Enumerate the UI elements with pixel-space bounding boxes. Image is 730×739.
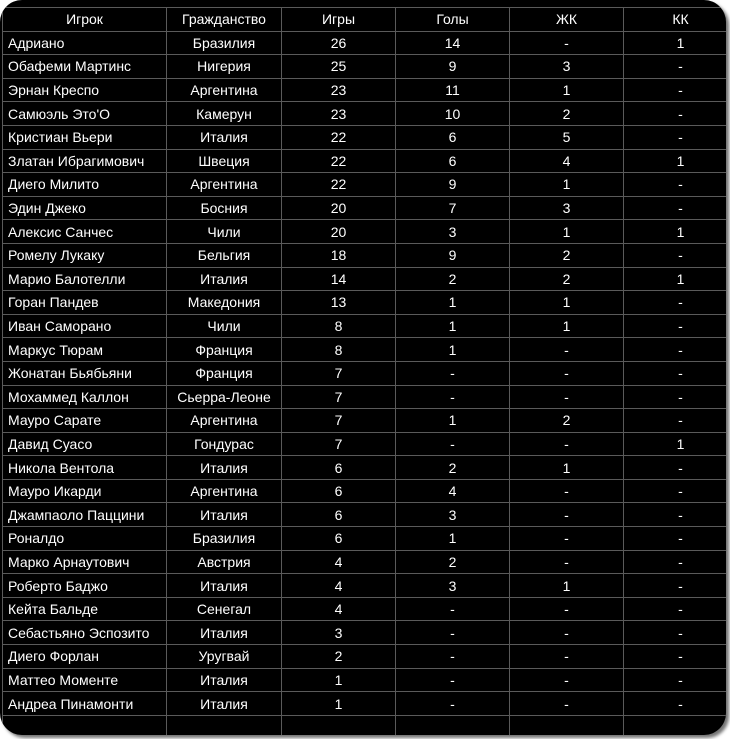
cell-games: 6 [282, 527, 396, 551]
cell-yellow-cards: - [510, 668, 624, 692]
cell-goals: 3 [396, 503, 510, 527]
cell-yellow-cards: - [510, 385, 624, 409]
table-row [3, 338, 727, 362]
header-citizenship: Гражданство [167, 8, 282, 32]
cell-goals: 1 [396, 338, 510, 362]
cell-citizenship: Италия [167, 621, 282, 645]
cell-citizenship: Камерун [167, 102, 282, 126]
cell-games: 7 [282, 432, 396, 456]
cell-games [282, 715, 396, 735]
cell-goals: 7 [396, 196, 510, 220]
cell-red-cards: - [624, 527, 727, 551]
cell-yellow-cards: - [510, 479, 624, 503]
cell-red-cards: - [624, 338, 727, 362]
table-row [3, 621, 727, 645]
cell-goals: 1 [396, 527, 510, 551]
table-row [3, 385, 727, 409]
cell-citizenship: Италия [167, 503, 282, 527]
cell-yellow-cards: 5 [510, 125, 624, 149]
cell-yellow-cards: 1 [510, 314, 624, 338]
cell-games: 23 [282, 78, 396, 102]
cell-games: 6 [282, 479, 396, 503]
cell-player-name: Диего Форлан [3, 645, 167, 669]
table-row [3, 125, 727, 149]
cell-red-cards: - [624, 125, 727, 149]
cell-goals: - [396, 385, 510, 409]
cell-red-cards: - [624, 692, 727, 716]
cell-player-name: Маркус Тюрам [3, 338, 167, 362]
cell-goals: 1 [396, 314, 510, 338]
cell-player-name: Марио Балотелли [3, 267, 167, 291]
cell-yellow-cards: 1 [510, 291, 624, 315]
cell-red-cards: - [624, 597, 727, 621]
cell-yellow-cards: - [510, 338, 624, 362]
cell-player-name: Самюэль Это'О [3, 102, 167, 126]
table-row [3, 361, 727, 385]
table-row [3, 574, 727, 598]
cell-games: 7 [282, 361, 396, 385]
cell-player-name: Обафеми Мартинс [3, 55, 167, 79]
cell-yellow-cards: - [510, 692, 624, 716]
cell-red-cards: - [624, 456, 727, 480]
cell-games: 8 [282, 314, 396, 338]
cell-red-cards: - [624, 385, 727, 409]
cell-games: 1 [282, 692, 396, 716]
table-row [3, 456, 727, 480]
table-row [3, 149, 727, 173]
cell-games: 4 [282, 574, 396, 598]
cell-games: 3 [282, 621, 396, 645]
cell-goals: 6 [396, 125, 510, 149]
cell-citizenship: Босния [167, 196, 282, 220]
cell-player-name: Эрнан Креспо [3, 78, 167, 102]
cell-yellow-cards: - [510, 645, 624, 669]
cell-player-name: Эдин Джеко [3, 196, 167, 220]
cell-games: 20 [282, 220, 396, 244]
cell-goals: 9 [396, 173, 510, 197]
cell-red-cards: 1 [624, 220, 727, 244]
cell-player-name: Роберто Баджо [3, 574, 167, 598]
table-row [3, 503, 727, 527]
cell-yellow-cards: 1 [510, 220, 624, 244]
table-row [3, 550, 727, 574]
cell-player-name: Горан Пандев [3, 291, 167, 315]
cell-goals: 9 [396, 243, 510, 267]
cell-citizenship: Аргентина [167, 78, 282, 102]
cell-yellow-cards: 1 [510, 78, 624, 102]
cell-citizenship: Аргентина [167, 479, 282, 503]
cell-player-name: Давид Суасо [3, 432, 167, 456]
table-body [3, 31, 727, 735]
cell-red-cards: 1 [624, 267, 727, 291]
cell-player-name: Жонатан Бьябьяни [3, 361, 167, 385]
cell-games: 7 [282, 409, 396, 433]
cell-citizenship: Италия [167, 456, 282, 480]
cell-games: 22 [282, 149, 396, 173]
cell-red-cards: - [624, 621, 727, 645]
cell-games: 8 [282, 338, 396, 362]
cell-player-name: Адриано [3, 31, 167, 55]
cell-red-cards: - [624, 409, 727, 433]
cell-player-name: Марко Арнаутович [3, 550, 167, 574]
cell-goals: 3 [396, 220, 510, 244]
table-row [3, 31, 727, 55]
table-row [3, 692, 727, 716]
cell-yellow-cards: - [510, 527, 624, 551]
cell-games: 23 [282, 102, 396, 126]
cell-player-name: Мауро Икарди [3, 479, 167, 503]
cell-games: 6 [282, 456, 396, 480]
cell-games: 22 [282, 173, 396, 197]
cell-goals: 3 [396, 574, 510, 598]
cell-goals: 1 [396, 409, 510, 433]
cell-red-cards [624, 715, 727, 735]
cell-yellow-cards: - [510, 361, 624, 385]
cell-red-cards: 1 [624, 432, 727, 456]
cell-citizenship: Аргентина [167, 409, 282, 433]
cell-games: 4 [282, 597, 396, 621]
cell-yellow-cards: - [510, 503, 624, 527]
cell-red-cards: - [624, 102, 727, 126]
table-row [3, 220, 727, 244]
cell-games: 13 [282, 291, 396, 315]
cell-goals: - [396, 597, 510, 621]
cell-red-cards: - [624, 314, 727, 338]
cell-red-cards: - [624, 479, 727, 503]
cell-yellow-cards: 2 [510, 267, 624, 291]
cell-red-cards: 1 [624, 149, 727, 173]
cell-citizenship: Нигерия [167, 55, 282, 79]
cell-yellow-cards: 3 [510, 196, 624, 220]
cell-games: 22 [282, 125, 396, 149]
cell-yellow-cards: 1 [510, 574, 624, 598]
cell-red-cards: - [624, 668, 727, 692]
cell-goals: 6 [396, 149, 510, 173]
cell-player-name: Маттео Моменте [3, 668, 167, 692]
cell-citizenship: Франция [167, 361, 282, 385]
cell-yellow-cards: - [510, 621, 624, 645]
cell-yellow-cards: 3 [510, 55, 624, 79]
table-row [3, 173, 727, 197]
cell-red-cards: - [624, 550, 727, 574]
cell-goals: 10 [396, 102, 510, 126]
cell-player-name: Мохаммед Каллон [3, 385, 167, 409]
cell-citizenship: Италия [167, 125, 282, 149]
table-row [3, 597, 727, 621]
cell-yellow-cards: - [510, 432, 624, 456]
cell-goals: 2 [396, 456, 510, 480]
cell-citizenship: Сенегал [167, 597, 282, 621]
cell-games: 1 [282, 668, 396, 692]
player-stats-table [2, 7, 726, 735]
cell-citizenship: Италия [167, 267, 282, 291]
cell-games: 2 [282, 645, 396, 669]
cell-player-name: Никола Вентола [3, 456, 167, 480]
cell-yellow-cards: 1 [510, 173, 624, 197]
cell-citizenship: Аргентина [167, 173, 282, 197]
cell-citizenship: Франция [167, 338, 282, 362]
table-row [3, 668, 727, 692]
cell-red-cards: - [624, 243, 727, 267]
cell-games: 4 [282, 550, 396, 574]
header-goals: Голы [396, 8, 510, 32]
table-row [3, 55, 727, 79]
cell-citizenship: Швеция [167, 149, 282, 173]
header-row [3, 8, 727, 32]
cell-player-name: Алексис Санчес [3, 220, 167, 244]
header-player: Игрок [3, 8, 167, 32]
cell-red-cards: - [624, 503, 727, 527]
cell-goals: 14 [396, 31, 510, 55]
cell-player-name: Златан Ибрагимович [3, 149, 167, 173]
cell-player-name: Кристиан Вьери [3, 125, 167, 149]
cell-citizenship: Бельгия [167, 243, 282, 267]
cell-goals: - [396, 432, 510, 456]
cell-citizenship: Бразилия [167, 527, 282, 551]
table-row [3, 196, 727, 220]
table-row [3, 267, 727, 291]
cell-red-cards: - [624, 55, 727, 79]
cell-player-name [3, 715, 167, 735]
cell-citizenship: Сьерра-Леоне [167, 385, 282, 409]
table-row [3, 527, 727, 551]
cell-player-name: Диего Милито [3, 173, 167, 197]
cell-games: 26 [282, 31, 396, 55]
cell-red-cards: - [624, 574, 727, 598]
cell-goals: 2 [396, 267, 510, 291]
table-row [3, 645, 727, 669]
cell-citizenship [167, 715, 282, 735]
table-row [3, 243, 727, 267]
cell-games: 6 [282, 503, 396, 527]
cell-goals [396, 715, 510, 735]
cell-yellow-cards: - [510, 597, 624, 621]
cell-citizenship: Чили [167, 314, 282, 338]
cell-citizenship: Италия [167, 574, 282, 598]
table-row [3, 291, 727, 315]
header-red-cards: КК [624, 8, 727, 32]
cell-yellow-cards [510, 715, 624, 735]
cell-player-name: Ромелу Лукаку [3, 243, 167, 267]
cell-citizenship: Чили [167, 220, 282, 244]
table-row [3, 715, 727, 735]
cell-games: 14 [282, 267, 396, 291]
cell-red-cards: - [624, 361, 727, 385]
header-yellow-cards: ЖК [510, 8, 624, 32]
cell-yellow-cards: 2 [510, 243, 624, 267]
cell-red-cards: - [624, 173, 727, 197]
cell-citizenship: Бразилия [167, 31, 282, 55]
cell-goals: 1 [396, 291, 510, 315]
cell-goals: 9 [396, 55, 510, 79]
cell-goals: 2 [396, 550, 510, 574]
table-row [3, 479, 727, 503]
cell-player-name: Кейта Бальде [3, 597, 167, 621]
cell-goals: 4 [396, 479, 510, 503]
table-row [3, 432, 727, 456]
cell-yellow-cards: 2 [510, 102, 624, 126]
cell-red-cards: - [624, 196, 727, 220]
cell-player-name: Мауро Сарате [3, 409, 167, 433]
cell-yellow-cards: 2 [510, 409, 624, 433]
cell-goals: - [396, 692, 510, 716]
cell-citizenship: Австрия [167, 550, 282, 574]
cell-goals: - [396, 668, 510, 692]
cell-goals: 11 [396, 78, 510, 102]
cell-games: 20 [282, 196, 396, 220]
cell-citizenship: Македония [167, 291, 282, 315]
cell-player-name: Джампаоло Паццини [3, 503, 167, 527]
cell-red-cards: - [624, 291, 727, 315]
header-games: Игры [282, 8, 396, 32]
table-row [3, 314, 727, 338]
cell-citizenship: Италия [167, 692, 282, 716]
cell-yellow-cards: 1 [510, 456, 624, 480]
cell-games: 7 [282, 385, 396, 409]
cell-goals: - [396, 361, 510, 385]
cell-red-cards: - [624, 645, 727, 669]
cell-games: 25 [282, 55, 396, 79]
cell-player-name: Роналдо [3, 527, 167, 551]
cell-citizenship: Гондурас [167, 432, 282, 456]
cell-player-name: Себастьяно Эспозито [3, 621, 167, 645]
cell-player-name: Андреа Пинамонти [3, 692, 167, 716]
cell-yellow-cards: - [510, 31, 624, 55]
cell-games: 18 [282, 243, 396, 267]
cell-yellow-cards: - [510, 550, 624, 574]
cell-citizenship: Уругвай [167, 645, 282, 669]
table-row [3, 78, 727, 102]
cell-goals: - [396, 621, 510, 645]
cell-red-cards: - [624, 78, 727, 102]
cell-goals: - [396, 645, 510, 669]
cell-yellow-cards: 4 [510, 149, 624, 173]
table-row [3, 102, 727, 126]
cell-player-name: Иван Саморано [3, 314, 167, 338]
cell-citizenship: Италия [167, 668, 282, 692]
cell-red-cards: 1 [624, 31, 727, 55]
table-row [3, 409, 727, 433]
